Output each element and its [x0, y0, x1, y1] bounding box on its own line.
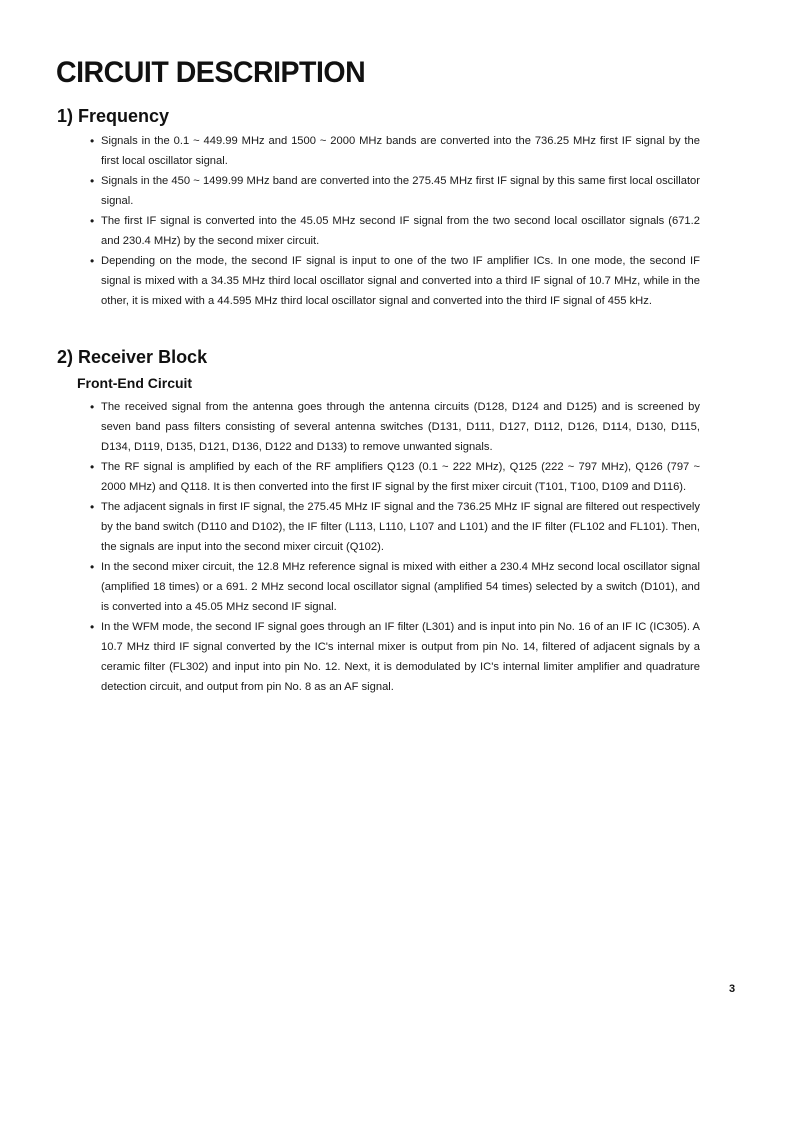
receiver-bullet: • In the second mixer circuit, the 12.8 MHz reference signal is mixed with either a 230.4 MHz second local oscillator signal (amplified 18 times) or a 691. 2 MHz second local oscillator signal (amplified 54 times) selected by a switch (D101), and is converted into a 45.05 MHz second IF signal. [90, 557, 700, 617]
receiver-bullet: • In the WFM mode, the second IF signal goes through an IF filter (L301) and is input into pin No. 16 of an IF IC (IC305). A 10.7 MHz third IF signal converted by the IC's internal mixer is output from pin No. 14, filtered of adjacent signals by a ceramic filter (FL302) and input into pin No. 12. Next, it is demodulated by IC's internal limiter amplifier and quadrature detection circuit, and output from pin No. 8 as an AF signal. [90, 617, 700, 697]
receiver-bullet: • The adjacent signals in first IF signal, the 275.45 MHz IF signal and the 736.25 MHz IF signal are filtered out respectively by the band switch (D110 and D102), the IF filter (L113, L110, L107 and L101) and the IF filter (FL102 and FL101). Then, the signals are input into the second mixer circuit (Q102). [90, 497, 700, 557]
frequency-bullet: • Signals in the 450 ~ 1499.99 MHz band are converted into the 275.45 MHz first IF signal by this same first local oscillator signal. [90, 171, 700, 211]
frequency-bullet: • Depending on the mode, the second IF signal is input to one of the two IF amplifier ICs. In one mode, the second IF signal is mixed with a 34.35 MHz third local oscillator signal and converted into a third IF signal of 10.7 MHz, while in the other, it is mixed with a 44.595 MHz third local oscillator signal and converted into the third IF signal of 455 kHz. [90, 251, 700, 311]
page-title: CIRCUIT DESCRIPTION [56, 56, 366, 89]
frequency-bullet: • The first IF signal is converted into the 45.05 MHz second IF signal from the two second local oscillator signals (671.2 and 230.4 MHz) by the second mixer circuit. [90, 211, 700, 251]
receiver-bullet: • The RF signal is amplified by each of the RF amplifiers Q123 (0.1 ~ 222 MHz), Q125 (222 ~ 797 MHz), Q126 (797 ~ 2000 MHz) and Q118. It is then converted into the first IF signal by the first mixer circuit (T101, T100, D109 and D116). [90, 457, 700, 497]
section-heading-frequency: 1) Frequency [57, 106, 170, 126]
section-heading-receiver-block: 2) Receiver Block [57, 347, 208, 367]
frequency-bullet: • Signals in the 0.1 ~ 449.99 MHz and 1500 ~ 2000 MHz bands are converted into the 736.25 MHz first IF signal by the first local oscillator signal. [90, 131, 700, 171]
receiver-bullet: • The received signal from the antenna goes through the antenna circuits (D128, D124 and D125) and is screened by seven band pass filters consisting of several antenna switches (D131, D111, D127, D112, D126, D114, D130, D115, D134, D119, D135, D121, D136, D122 and D133) to remove unwanted signals. [90, 397, 700, 457]
page-number: 3 [729, 983, 736, 995]
receiver-bullet-list [90, 397, 700, 697]
subheading-front-end-circuit: Front-End Circuit [77, 375, 193, 391]
frequency-bullet-list [90, 131, 700, 311]
